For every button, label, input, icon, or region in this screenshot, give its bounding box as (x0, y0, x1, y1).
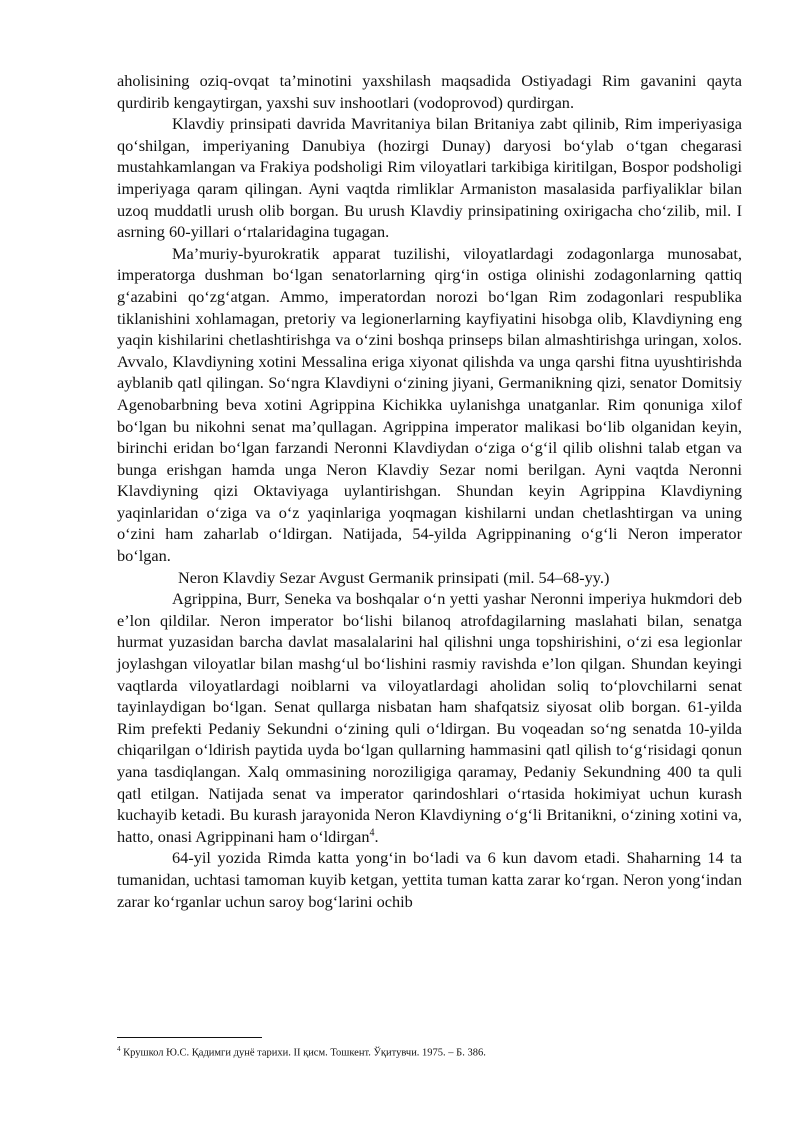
paragraph-4-text: Agrippina, Burr, Seneka va boshqalar o‘n yetti yashar Neronni imperiya hukmdori deb e’lon qildilar. Neron imperator bo‘lishi bilanoq atrofdagilarning maslahati bilan, senatga hurmat yuzasidan barcha davlat masalalarini hal qilishni unga topshirishini, o‘zi esa legionlar joylashgan viloyatlar bilan mashg‘ul bo‘lishini rasmiy ravishda e’lon qilgan. Shundan keyingi vaqtlarda viloyatlardagi noiblarni va viloyatlardagi aholidan soliq to‘plovchilarni senat tayinlaydigan bo‘lgan. Senat qullarga nisbatan ham shafqatsiz siyosat olib borgan. 61-yilda Rim prefekti Pedaniy Sekundni o‘zining quli o‘ldirgan. Bu voqeadan so‘ng senatda 10-yilda chiqarilgan o‘ldirish paytida uyda bo‘lgan qullarning hammasini qatl qilish to‘g‘risidagi qonun yana tasdiqlangan. Xalq ommasining noroziligiga qaramay, Pedaniy Sekundning 400 ta quli qatl etilgan. Natijada senat va imperator qarindoshlari o‘rtasida hokimiyat uchun kurash kuchayib ketadi. Bu kurash jarayonida Neron Klavdiyning o‘g‘li Britanikni, o‘zining xotini va, hatto, onasi Agrippinani ham o‘ldirgan (117, 589, 742, 846)
footnote-reference[interactable]: 4 (369, 827, 375, 839)
paragraph-4-end: . (374, 826, 379, 846)
paragraph-5: 64-yil yozida Rimda katta yong‘in bo‘ladi va 6 kun davom etadi. Shaharning 14 ta tumanidan, uchtasi tamoman kuyib ketgan, yettita tuman katta zarar ko‘rgan. Neron yong‘indan zarar ko‘rganlar uchun saroy bog‘larini ochib (117, 848, 742, 911)
section-heading: Neron Klavdiy Sezar Avgust Germanik prinsipati (mil. 54–68-yy.) (178, 567, 610, 587)
paragraph-2: Klavdiy prinsipati davrida Mavritaniya bilan Britaniya zabt qilinib, Rim imperiyasiga qo‘shilgan, imperiyaning Danubiya (hozirgi Dunay) daryosi bo‘ylab o‘tgan chegarasi mustahkamlangan va Frakiya podsholigi Rim viloyatlari tarkibiga kiritilgan, Bospor podsholigi imperiyaga qaram qilingan. Ayni vaqtda rimliklar Armaniston masalasida parfiyaliklar bilan uzoq muddatli urush olib borgan. Bu urush Klavdiy prinsipatining oxirigacha cho‘zilib, mil. I asrning 60-yillari o‘rtalaridagina tugagan. (117, 114, 742, 242)
paragraph-4 (117, 588, 742, 847)
paragraph-1: aholisining oziq-ovqat ta’minotini yaxshilash maqsadida Ostiyadagi Rim gavanini qayta qurdirib kengaytirgan, yaxshi suv inshootlari (vodoprovod) qurdirgan. (117, 71, 742, 112)
footnote-divider (117, 1037, 262, 1038)
footnote (117, 1042, 742, 1061)
paragraph-3: Ma’muriy-byurokratik apparat tuzilishi, viloyatlardagi zodagonlarga munosabat, imperatorga dushman bo‘lgan senatorlarning qirg‘in ostiga olinishi zodagonlarning qattiq g‘azabini qo‘zg‘atgan. Ammo, imperatordan norozi bo‘lgan Rim zodagonlari respublika tiklanishini xohlamagan, pretoriy va legionerlarning kayfiyatini hisobga olib, Klavdiyning eng yaqin kishilarini chetlashtirishga va o‘zini boshqa prinseps bilan almashtirishga uringan, xolos. Avvalo, Klavdiyning xotini Messalina eriga xiyonat qilishda va unga qarshi fitna uyushtirishda ayblanib qatl qilingan. So‘ngra Klavdiyni o‘zining jiyani, Germanikning qizi, senator Domitsiy Agenobarbning beva xotini Agrippina Kichikka uylanishga unatganlar. Rim qonuniga xilof bo‘lgan bu nikohni senat ma’qullagan. Agrippina imperator malikasi bo‘lib olganidan keyin, birinchi eridan bo‘lgan farzandi Neronni Klavdiydan o‘ziga o‘g‘il qilib olishni talab etgan va bunga erishgan hamda unga Neron Klavdiy Sezar nomi berilgan. Ayni vaqtda Neronni Klavdiyning qizi Oktaviyaga uylantirishgan. Shundan keyin Agrippina Klavdiyning yaqinlaridan o‘ziga va o‘z yaqinlariga yoqmagan kishilarni undan chetlashtirgan va uning o‘zini ham zaharlab o‘ldirgan. Natijada, 54-yilda Agrippinaning o‘g‘li Neron imperator bo‘lgan. (117, 243, 742, 566)
footnote-text: Крушкол Ю.С. Қадимги дунё тарихи. II қисм. Тошкент. Ўқитувчи. 1975. – Б. 386. (120, 1047, 486, 1059)
footnote-number: 4 (117, 1045, 121, 1053)
body-text (117, 70, 742, 912)
